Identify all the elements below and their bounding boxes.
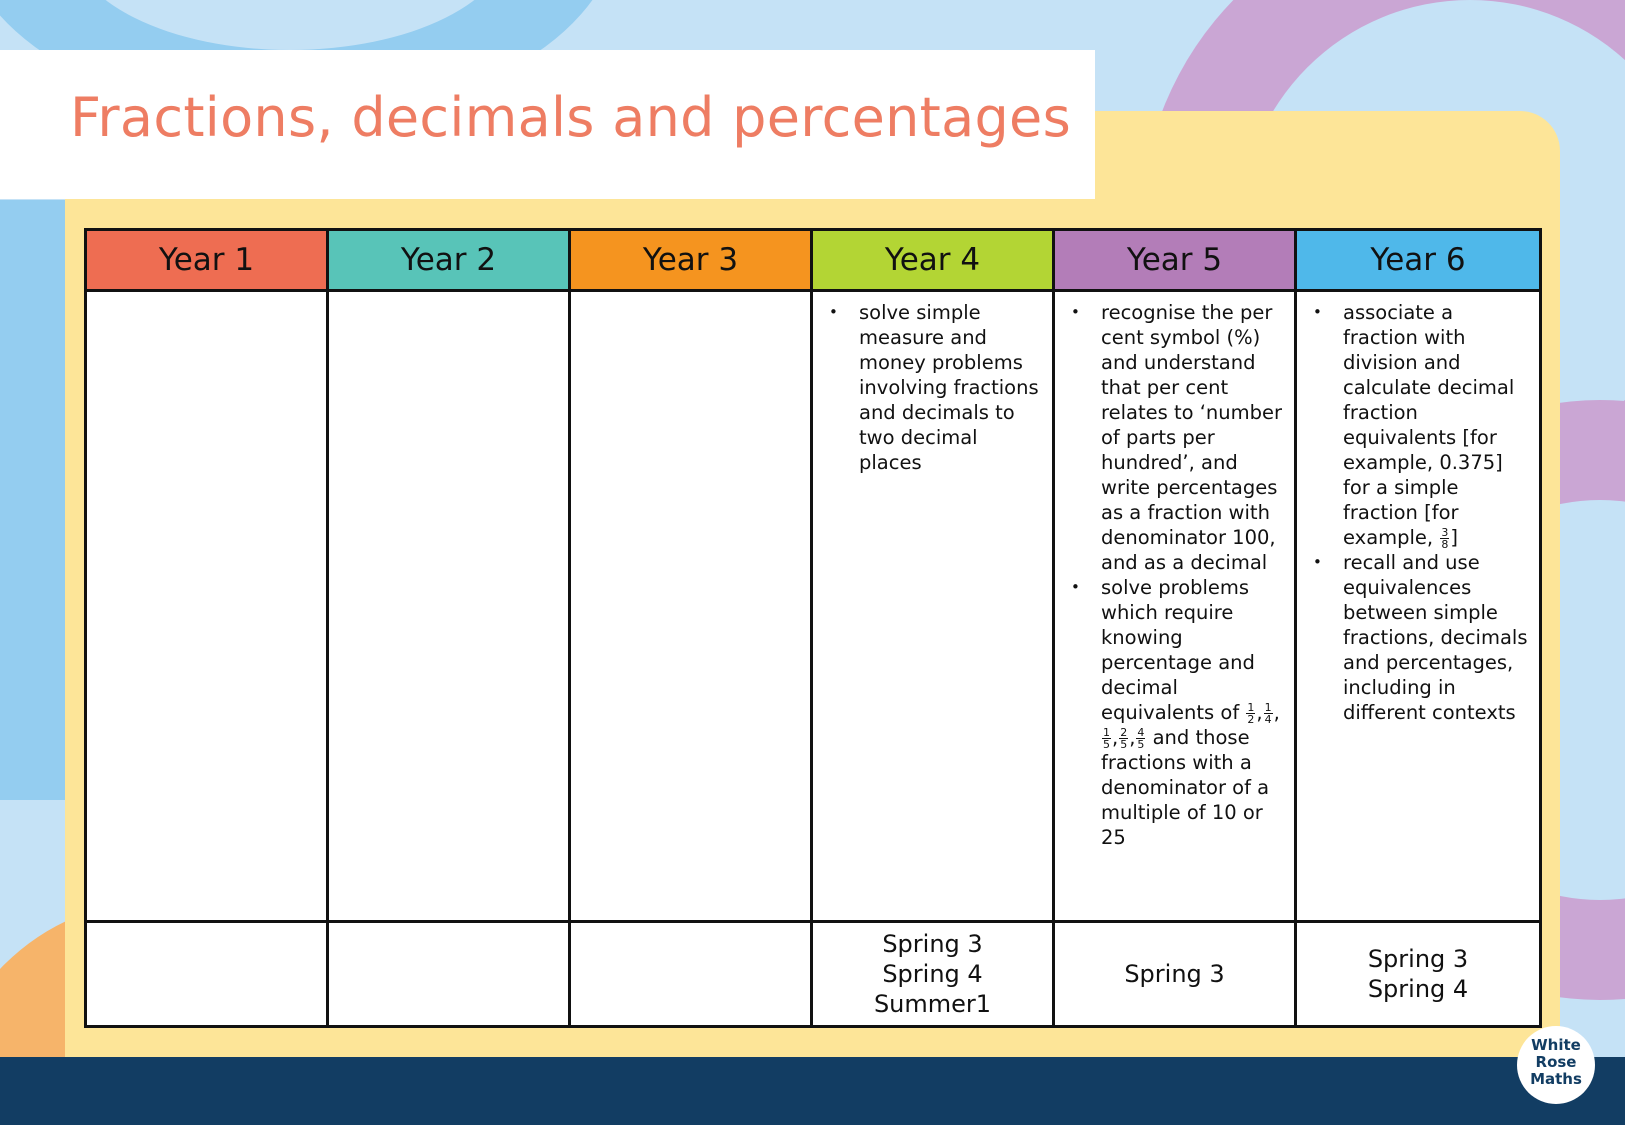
term-label: Spring 3: [1124, 960, 1225, 988]
year-5-point-1: • recognise the per cent symbol (%) and understand that per cent relates to ‘number of parts per hundred’, and write percentages as a fraction with denominator 100, and as a decimal: [1101, 300, 1284, 575]
year-3-objectives: [570, 291, 812, 922]
year-6-point-1-end: ]: [1450, 526, 1458, 549]
year-2-objectives: [328, 291, 570, 922]
page-title: Fractions, decimals and percentages: [70, 86, 1072, 149]
objectives-row: [86, 291, 1541, 922]
term-label: Spring 4: [1367, 975, 1469, 1003]
year-6-terms: [1296, 922, 1541, 1027]
header-year-6: Year 6: [1296, 230, 1541, 291]
year-5-point-2: • solve problems which require knowing percentage and decimal equivalents of $\frac{1}{2}$ , $\frac{1}{4}$ , $\frac{1}{5}$ , $\frac{2}{5}$ , $\frac{4}{5}$ and those fractions with a denominator of a multiple of 10 or 25: [1101, 575, 1284, 850]
year-5-point-2-start: solve problems which require knowing percentage and decimal equivalents of: [1101, 576, 1255, 724]
year-6-point-1: [1343, 300, 1529, 550]
fraction-four-fifths: $\frac{4}{5}$: [1137, 726, 1145, 751]
year-1-terms: [86, 922, 328, 1027]
logo-text-maths: Maths: [1530, 1070, 1582, 1088]
fraction-one-quarter: $\frac{1}{4}$: [1264, 701, 1272, 726]
year-6-point-1-start: associate a fraction with division and calculate decimal fraction equivalents [for example, 0.375] for a simple fraction [for example,: [1343, 301, 1515, 549]
fraction-two-fifths: $\frac{2}{5}$: [1120, 726, 1128, 751]
year-1-objectives: [86, 291, 328, 922]
curriculum-table: [84, 228, 1542, 1028]
header-row: [86, 230, 1541, 291]
term-label: Summer1: [873, 990, 992, 1018]
year-4-point-1: • solve simple measure and money problems involving fractions and decimals to two decimal places: [859, 300, 1042, 475]
logo-text-rose: Rose: [1535, 1053, 1577, 1071]
year-2-terms: [328, 922, 570, 1027]
year-5-point-2-end: and those fractions with a denominator of a multiple of 10 or 25: [1101, 726, 1270, 849]
fraction-one-fifth: $\frac{1}{5}$: [1103, 726, 1110, 751]
term-label: Spring 3: [882, 930, 983, 958]
header-year-3: Year 3: [570, 230, 812, 291]
year-5-objectives: [1054, 291, 1296, 922]
year-6-point-2: • recall and use equivalences between simple fractions, decimals and percentages, including in different contexts: [1343, 550, 1529, 725]
year-3-terms: [570, 922, 812, 1027]
header-year-1: Year 1: [86, 230, 328, 291]
logo-text-white: White: [1531, 1036, 1581, 1054]
term-label: Spring 3: [1367, 945, 1469, 973]
term-label: Spring 4: [882, 960, 983, 988]
white-rose-maths-logo: [1517, 1026, 1595, 1104]
footer-band: [0, 1057, 1625, 1125]
year-4-terms: [812, 922, 1054, 1027]
fraction-one-half: $\frac{1}{2}$: [1247, 701, 1255, 726]
fraction-three-eighths: $\frac{3}{8}$: [1441, 526, 1449, 551]
header-year-2: Year 2: [328, 230, 570, 291]
header-year-5: Year 5: [1054, 230, 1296, 291]
year-6-objectives: [1296, 291, 1541, 922]
year-5-terms: [1054, 922, 1296, 1027]
terms-row: [86, 922, 1541, 1027]
header-year-4: Year 4: [812, 230, 1054, 291]
year-4-objectives: [812, 291, 1054, 922]
